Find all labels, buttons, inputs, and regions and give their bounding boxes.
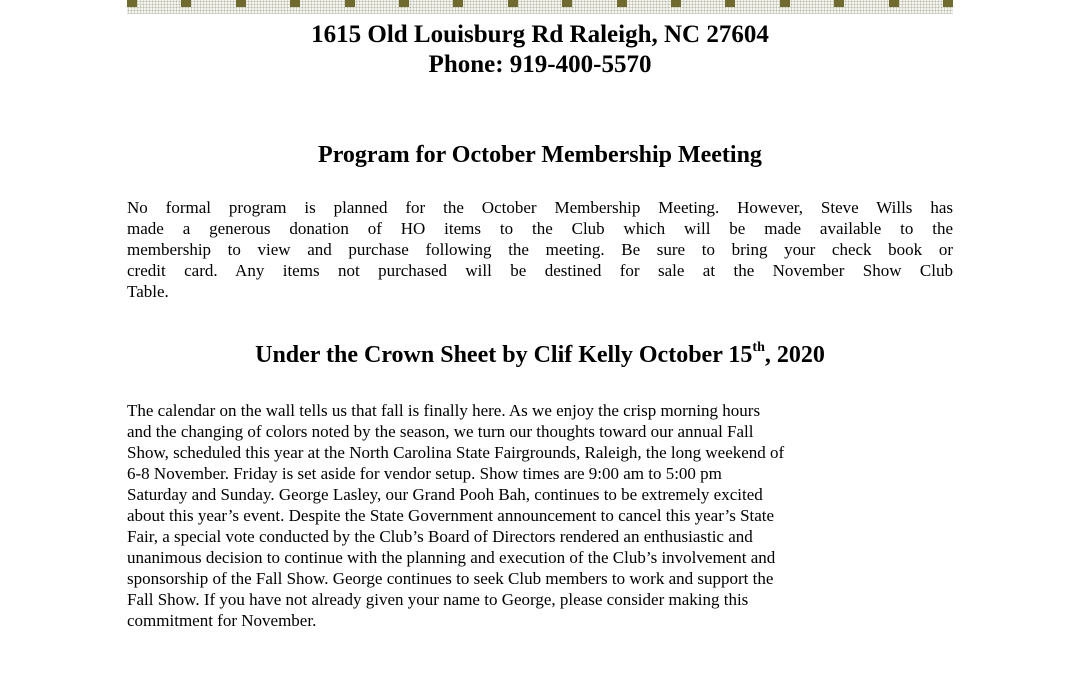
paragraph-line: commitment for November.: [127, 611, 317, 630]
band-tick-mark: [943, 0, 953, 7]
program-section-paragraph: [127, 197, 953, 302]
program-section-title: Program for October Membership Meeting: [318, 142, 762, 168]
paragraph-line: 6-8 November. Friday is set aside for vendor setup. Show times are 9:00 am to 5:00 pm: [127, 464, 722, 483]
paragraph-line: credit card. Any items not purchased will be destined for sale at the November Show Club: [127, 261, 953, 280]
phone-line: Phone: 919-400-5570: [428, 51, 652, 78]
band-tick-mark: [181, 0, 191, 7]
paragraph-line: Saturday and Sunday. George Lasley, our Grand Pooh Bah, continues to be extremely excited: [127, 485, 763, 504]
band-tick-mark: [453, 0, 463, 7]
band-tick-mark: [725, 0, 735, 7]
paragraph-line: Fall Show. If you have not already given your name to George, please consider making this: [127, 590, 749, 609]
address-line: 1615 Old Louisburg Rd Raleigh, NC 27604: [311, 21, 769, 48]
paragraph-line: membership to view and purchase following the meeting. Be sure to bring your check book or: [127, 240, 953, 259]
band-tick-mark: [127, 0, 137, 7]
band-tick-mark: [889, 0, 899, 7]
band-tick-mark: [345, 0, 355, 7]
band-tick-mark: [617, 0, 627, 7]
band-tick-mark: [562, 0, 572, 7]
paragraph-line: No formal program is planned for the October Membership Meeting. However, Steve Wills has: [127, 198, 953, 217]
crown-sheet-paragraph: [127, 400, 953, 631]
paragraph-line: sponsorship of the Fall Show. George continues to seek Club members to work and support the: [127, 569, 774, 588]
paragraph-line: Table.: [127, 282, 169, 301]
paragraph-line: about this year’s event. Despite the State Government announcement to cancel this year’s State: [127, 506, 775, 525]
title-text: Under the Crown Sheet by Clif Kelly October 15: [255, 342, 753, 368]
band-tick-mark: [780, 0, 790, 7]
paragraph-line: Show, scheduled this year at the North Carolina State Fairgrounds, Raleigh, the long weekend of: [127, 443, 785, 462]
title-ordinal-suffix: th: [752, 340, 765, 355]
paragraph-line: made a generous donation of HO items to the Club which will be made available to the: [127, 219, 953, 238]
band-tick-mark: [290, 0, 300, 7]
paragraph-line: Fair, a special vote conducted by the Club’s Board of Directors rendered an enthusiastic and: [127, 527, 753, 546]
band-tick-mark: [834, 0, 844, 7]
paragraph-line: and the changing of colors noted by the season, we turn our thoughts toward our annual Fall: [127, 422, 754, 441]
paragraph-line: The calendar on the wall tells us that fall is finally here. As we enjoy the crisp morning hours: [127, 401, 761, 420]
crown-sheet-section-title: [0, 341, 1080, 369]
title-year: , 2020: [764, 342, 825, 368]
band-tick-mark: [399, 0, 409, 7]
band-tick-mark: [236, 0, 246, 7]
band-tick-mark: [671, 0, 681, 7]
header-decorative-band: [127, 0, 953, 14]
band-tick-mark: [508, 0, 518, 7]
paragraph-line: unanimous decision to continue with the planning and execution of the Club’s involvement and: [127, 548, 776, 567]
